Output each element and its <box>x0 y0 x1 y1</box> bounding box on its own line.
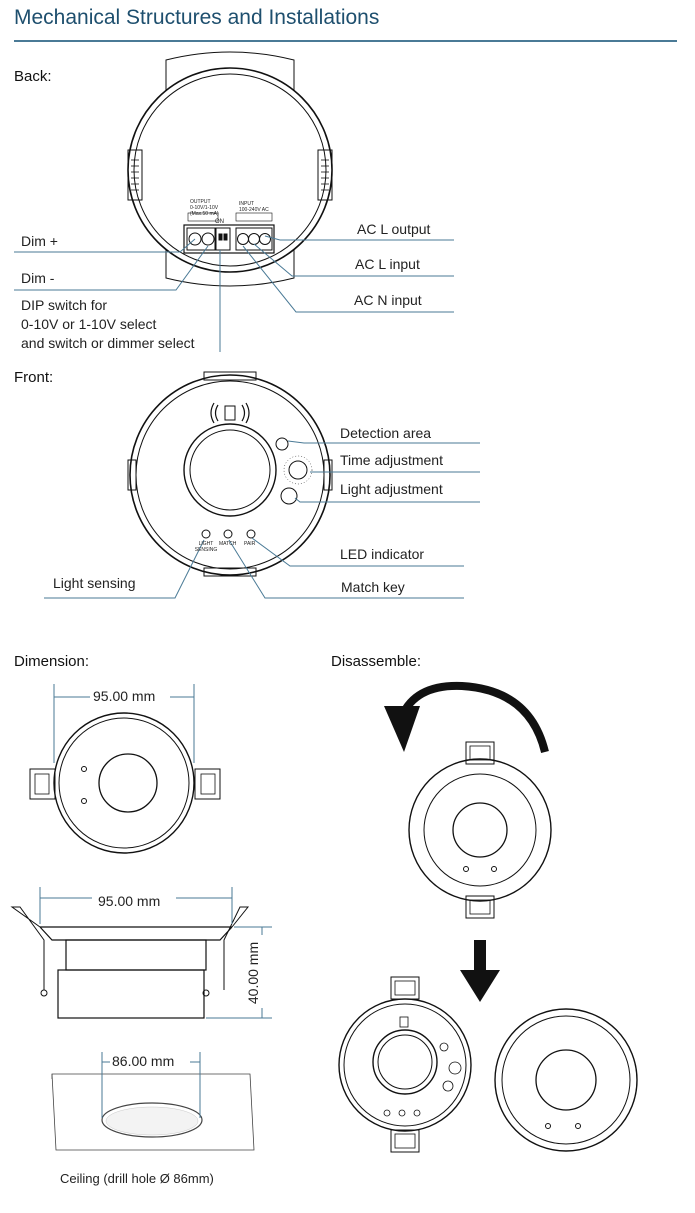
input-line1: INPUT <box>239 201 254 207</box>
ceiling-drawing <box>52 1074 254 1150</box>
label-dim-minus: Dim - <box>21 270 55 286</box>
front-pair-text: PAIR <box>244 541 256 547</box>
label-dip-line1: DIP switch for <box>21 297 108 313</box>
disassemble-cover <box>495 1009 637 1151</box>
output-line3: (Max.50 mA) <box>190 211 219 217</box>
rotate-arrow <box>384 686 545 752</box>
label-detection-area: Detection area <box>340 425 432 441</box>
input-text <box>239 201 269 213</box>
label-dip-line3: and switch or dimmer select <box>21 335 195 351</box>
label-dim-plus: Dim + <box>21 233 58 249</box>
output-line2: 0-10V/1-10V <box>190 205 219 211</box>
label-ac-l-input: AC L input <box>355 256 420 272</box>
dim-height: 40.00 mm <box>245 941 262 1005</box>
leader-detection-area <box>288 441 480 443</box>
label-match-key: Match key <box>341 579 405 595</box>
back-heading: Back: <box>14 68 52 85</box>
page-title: Mechanical Structures and Installations <box>14 6 380 29</box>
output-line1: OUTPUT <box>190 199 211 205</box>
dim-hole: 86.00 mm <box>112 1053 175 1069</box>
back-device <box>128 52 332 286</box>
label-led-indicator: LED indicator <box>340 546 425 562</box>
output-text <box>190 199 219 217</box>
disassemble-device-1 <box>409 742 551 918</box>
label-light-adjustment: Light adjustment <box>340 481 443 497</box>
dim-side-width: 95.00 mm <box>98 893 161 909</box>
label-ac-n-input: AC N input <box>354 292 422 308</box>
label-dip-line2: 0-10V or 1-10V select <box>21 316 157 332</box>
down-arrow <box>460 940 500 1002</box>
ceiling-caption: Ceiling (drill hole Ø 86mm) <box>60 1171 214 1186</box>
disassemble-heading: Disassemble: <box>331 653 422 670</box>
dim-top-width: 95.00 mm <box>93 688 156 704</box>
dimension-side-view <box>12 907 248 1018</box>
label-time-adjustment: Time adjustment <box>340 452 443 468</box>
dimension-heading: Dimension: <box>14 653 90 670</box>
label-light-sensing: Light sensing <box>53 575 136 591</box>
leader-ac-n-input <box>243 246 454 312</box>
dimension-top-view <box>30 713 220 853</box>
front-light-sensing-text: LIGHT SENSING <box>194 541 218 553</box>
leader-light-adjustment <box>295 498 480 502</box>
label-ac-l-output: AC L output <box>357 221 431 237</box>
front-heading: Front: <box>14 369 54 386</box>
input-line2: 100-240V AC <box>239 207 269 213</box>
front-match-text: MATCH <box>219 541 237 547</box>
dip-on-text: ON <box>215 219 224 225</box>
disassemble-device-2 <box>339 977 471 1152</box>
